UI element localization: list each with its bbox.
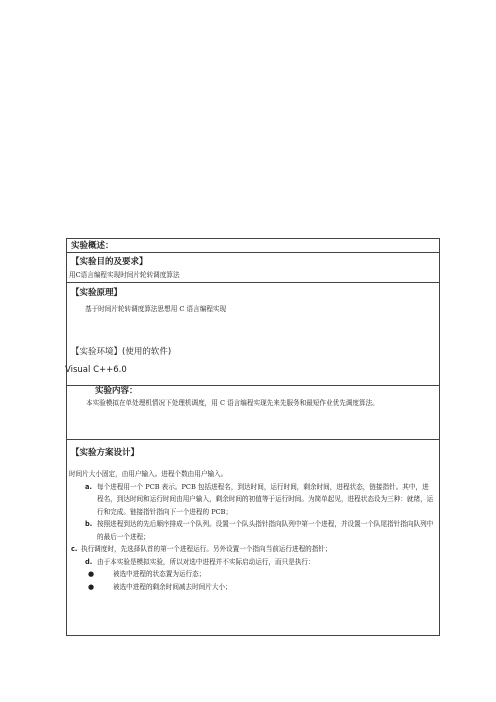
content-heading: 实验内容： <box>95 386 138 396</box>
design-step: c. 执行调度时，先选择队首的第一个进程运行。另外设置一个指向当前运行进程的指针； <box>71 545 332 553</box>
report-table <box>66 238 440 636</box>
design-step: a. 每个进程用一个 PCB 表示。PCB 包括进程名，到达时间，运行时间，剩余时间，进程状态，链接指针。其中，进程名，到达时间和运行时间由用户输入，剩余时间的初值等于运行时间。为简单起见，进程状态设为三种：就绪，运行和完成。链接指针指向下一个进程的 PCB； <box>85 482 434 516</box>
design-bullet: ● 被选中进程的状态置为运行态； <box>88 570 206 578</box>
overview-title: 实验概述： <box>67 239 439 253</box>
design-bullets <box>67 568 439 593</box>
principle-environment-section <box>67 283 439 386</box>
content-section <box>67 386 439 440</box>
environment-heading: 【实验环境】(使用的软件) <box>71 346 172 357</box>
design-bullet: ● 被选中进程的剩余时间减去时间片大小； <box>88 582 232 591</box>
design-step: d. 由于本实验是模拟实验，所以对选中进程并不实际启动运行，而只是执行： <box>85 557 315 566</box>
principle-heading: 【实验原理】 <box>71 288 123 298</box>
content-text: 本实验模拟在单处理机情况下处理机调度，用 C 语言编程实现先来先服务和最短作业优先调度算法。 <box>86 399 379 407</box>
purpose-text: 用C语言编程实现时间片轮转调度算法 <box>69 271 180 279</box>
design-step: b. 按照进程到达的先后顺序排成一个队列。设置一个队头指针指向队列中第一个进程，并设置一个队尾指针指向队列中的最后一个进程； <box>85 520 434 541</box>
design-intro: 时间片大小固定，由用户输入。进程个数由用户输入。 <box>69 470 228 478</box>
environment-software: Visual C++6.0 <box>65 364 127 375</box>
design-heading: 【实验方案设计】 <box>71 448 140 458</box>
purpose-heading: 【实验目的及要求】 <box>71 257 148 267</box>
purpose-section <box>67 253 439 283</box>
design-section <box>67 440 439 636</box>
principle-text: 基于时间片轮转调度算法思想用 C 语言编程实现 <box>85 305 227 313</box>
design-steps <box>67 481 439 569</box>
